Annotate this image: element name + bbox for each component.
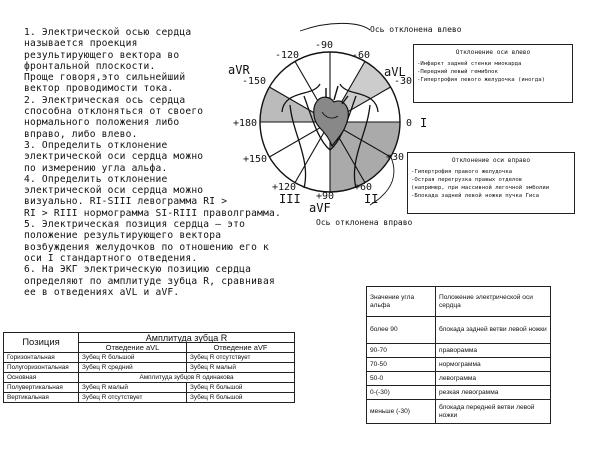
table-row <box>4 383 295 393</box>
angle-plus-180: +180 <box>233 118 258 129</box>
angle-minus-150: -150 <box>242 76 267 87</box>
row-merged: Амплитуда зубцов R одинакова <box>79 373 295 383</box>
label-axis-right: Ось отклонена вправо <box>316 218 413 227</box>
table-row <box>4 363 295 373</box>
main-text-line: нормального положения либо <box>24 117 180 129</box>
position-col-header: Положение электрической оси сердца <box>436 287 551 317</box>
table-row <box>367 358 551 372</box>
row-avf: Зубец R малый <box>187 363 295 373</box>
row-avl: Зубец R малый <box>79 383 187 393</box>
position-table <box>3 332 295 403</box>
main-text-line: вправо, либо влево. <box>24 128 138 140</box>
main-text-line: Проще говоря,это сильнейший <box>24 72 186 84</box>
angle-plus-120: +120 <box>272 182 297 193</box>
row-name: Полувертикальная <box>4 383 79 393</box>
row-position: блокада передней ветви левой ножки <box>436 400 551 424</box>
table-row <box>4 393 295 403</box>
row-name: Полугоризонтальная <box>4 363 79 373</box>
main-text-line: определяют по амплитуде зубца R, сравнивая <box>24 275 275 287</box>
main-text-line: электрической оси сердца можно <box>24 151 204 163</box>
table-row <box>4 353 295 363</box>
row-angle: более 90 <box>367 317 436 344</box>
col-avl-header: Отведение aVL <box>79 343 187 353</box>
left-deviation-item: -Инфаркт задней стенки миокарда <box>417 61 522 67</box>
main-text-line: называется проекция <box>24 38 138 50</box>
main-text-line: RI > RIII нормограмма SI-RIII праволграмма. <box>24 207 281 219</box>
angle-minus-30: -30 <box>394 76 413 87</box>
main-text-line: 6. На ЭКГ электрическую позицию сердца <box>24 264 252 276</box>
main-text-line: 1. Электрической осью сердца <box>24 27 192 38</box>
label-axis-left: Ось отклонена влево <box>370 25 462 34</box>
table-row <box>367 317 551 344</box>
table-row <box>367 344 551 358</box>
lead-avr: aVR <box>228 63 250 77</box>
angle-minus-120: -120 <box>275 50 300 61</box>
row-name: Горизонтальная <box>4 353 79 363</box>
table-row <box>367 372 551 386</box>
main-text-line: визуально. RI-SIII левограмма RI > <box>24 196 228 208</box>
main-text-line: электрической оси сердца можно <box>24 185 204 197</box>
row-avl: Зубец R средний <box>79 363 187 373</box>
main-text-line: ее в отведениях aVL и aVF. <box>24 286 180 298</box>
lead-i: I <box>420 116 428 130</box>
row-position: левограмма <box>436 372 551 386</box>
left-deviation-box <box>413 44 573 103</box>
main-text-line: результирующего вектора во <box>24 49 180 61</box>
row-position: резкая левограмма <box>436 386 551 400</box>
main-text-line: способна отклоняться от своего <box>24 106 204 118</box>
row-name: Основная <box>4 373 79 383</box>
right-deviation-box <box>407 152 575 214</box>
main-text-line: 5. Электрическая позиция сердца — это <box>24 219 246 231</box>
angle-plus-30: +30 <box>386 152 405 163</box>
lead-avl: aVL <box>384 65 406 79</box>
row-angle: 0-(-30) <box>367 386 436 400</box>
main-text-line: оси I стандартного отведения. <box>24 252 198 264</box>
main-text-line: 3. Определить отклонение <box>24 139 168 151</box>
row-avf: Зубец R большой <box>187 383 295 393</box>
row-angle: меньше (-30) <box>367 400 436 424</box>
main-text-line: вектор проводимости тока. <box>24 83 174 95</box>
main-text-line: положение результирующего вектора <box>24 230 222 242</box>
angle-minus-60: -60 <box>352 50 371 61</box>
row-avf: Зубец R большой <box>187 393 295 403</box>
angle-plus-90: +90 <box>316 191 335 202</box>
row-position: блокада задней ветви левой ножки <box>436 317 551 344</box>
right-deviation-item: -Острая перегрузка правых отделов <box>411 177 523 183</box>
angle-col-header: Значение угла альфа <box>367 287 436 317</box>
main-text-line: фронтальной плоскости. <box>24 60 156 72</box>
main-text-line: возбуждения желудочков по отношению его к <box>24 241 270 253</box>
position-header: Позиция <box>4 333 79 353</box>
row-avl: Зубец R большой <box>79 353 187 363</box>
row-name: Вертикальная <box>4 393 79 403</box>
row-angle: 70-50 <box>367 358 436 372</box>
row-position: праворамма <box>436 344 551 358</box>
angle-table <box>366 286 551 424</box>
lead-avf: aVF <box>309 201 331 215</box>
right-deviation-item: -Гипертрофия правого желудочка <box>411 169 513 175</box>
main-text-line: 2. Электрическая ось сердца <box>24 94 186 106</box>
table-row <box>367 386 551 400</box>
amplitude-header: Амплитуда зубца R <box>79 333 295 343</box>
main-text-line: по измерению угла альфа. <box>24 162 168 174</box>
row-avl: Зубец R отсутствует <box>79 393 187 403</box>
angle-minus-90: -90 <box>315 40 334 51</box>
left-deviation-title: Отклонение оси влево <box>455 49 531 56</box>
main-text-line: 4. Определить отклонение <box>24 173 168 185</box>
lead-ii: II <box>364 192 379 206</box>
row-position: нормограмма <box>436 358 551 372</box>
table-row <box>4 373 295 383</box>
right-deviation-title: Отклонение оси вправо <box>451 157 531 164</box>
row-avf: Зубец R отсутствует <box>187 353 295 363</box>
row-angle: 50-0 <box>367 372 436 386</box>
row-angle: 90-70 <box>367 344 436 358</box>
lead-iii: III <box>279 192 301 206</box>
angle-zero: 0 <box>406 118 413 129</box>
col-avf-header: Отведение aVF <box>187 343 295 353</box>
table-row <box>367 400 551 424</box>
right-deviation-item: -Блокада задней левой ножки пучка Гиса <box>411 193 539 199</box>
left-deviation-item: -Передний левый гемиблок <box>417 69 498 75</box>
right-deviation-item: (например, при массивной легочной эмболии <box>411 185 550 191</box>
left-deviation-item: -Гипертрофия левого желудочка (иногда) <box>417 77 545 83</box>
leader-left-deviation <box>300 23 370 31</box>
angle-plus-150: +150 <box>243 154 268 165</box>
angle-plus-60: +60 <box>354 182 373 193</box>
